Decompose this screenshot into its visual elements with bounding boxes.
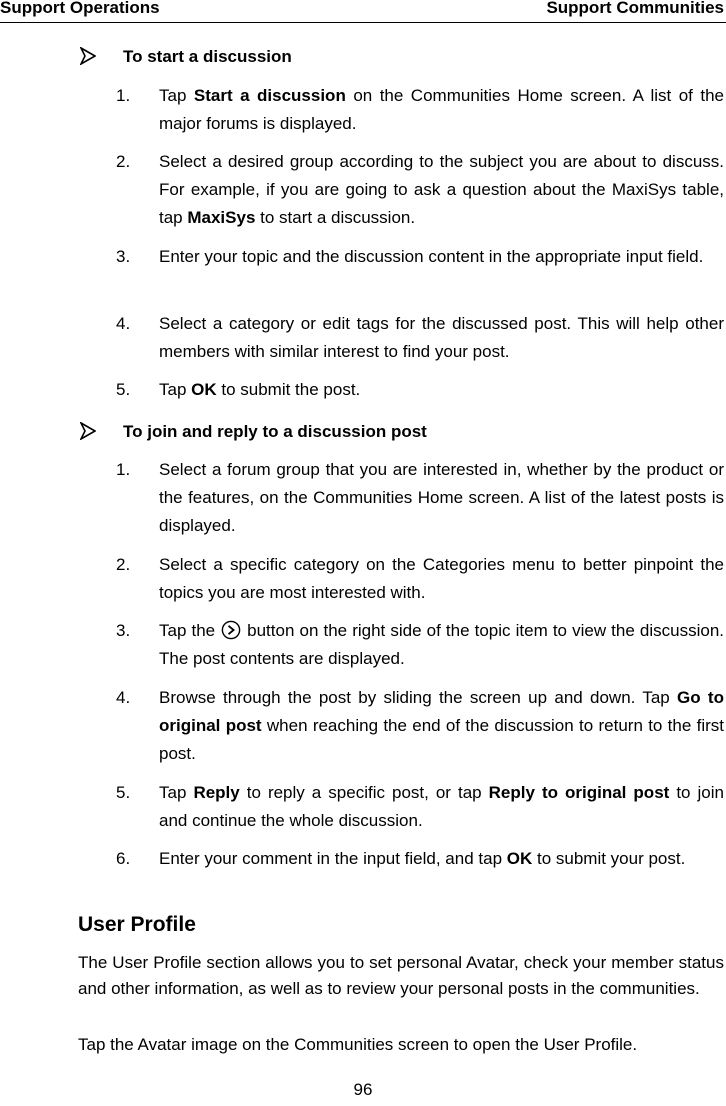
profile-instruction: Tap the Avatar image on the Communities screen to open the User Profile.	[78, 1035, 638, 1054]
arrowhead-bullet-icon	[80, 47, 96, 65]
header-chapter: Support Operations	[0, 0, 160, 17]
circled-chevron-right-icon	[221, 620, 241, 640]
procedure-title: To start a discussion	[123, 47, 292, 66]
header-section: Support Communities	[546, 0, 724, 17]
procedure-title: To join and reply to a discussion post	[123, 422, 427, 441]
section-heading: User Profile	[78, 913, 196, 936]
page-number: 96	[353, 1080, 373, 1099]
page-header	[0, 0, 726, 23]
profile-description: The User Profile section allows you to set personal Avatar, check your member status and other information, as well as to review your personal posts in the communities.	[78, 953, 724, 998]
arrowhead-bullet-icon	[80, 422, 96, 440]
